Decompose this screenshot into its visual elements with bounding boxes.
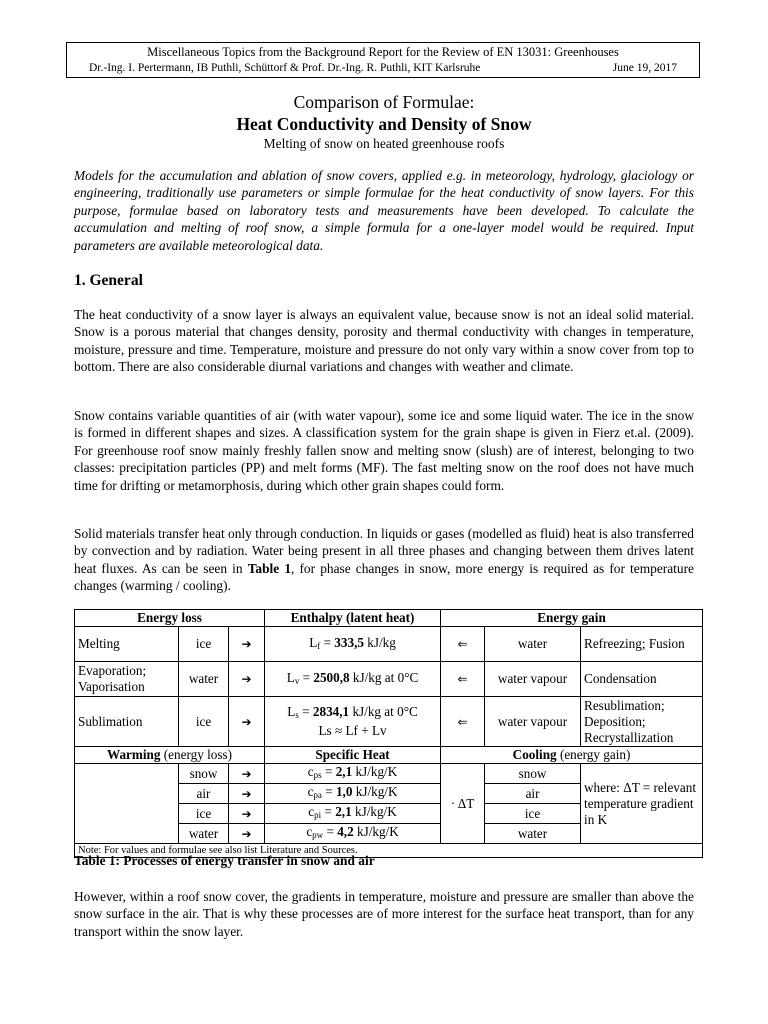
- paragraph-2: Snow contains variable quantities of air (with water vapour), some ice and some liquid water. The ice in the snow is formed in different shapes and sizes. A classification system for the grain shape is given in Fierz et.al. (2009). For greenhouse roof snow mainly freshly fallen snow and melting snow (slush) are of interest, belonging to two classes: precipitation particles (PP) and melt forms (MF). The fast melting snow on the roof does not have much time for drifting or metamorphosis, during which other grain shapes could form.: [74, 408, 694, 493]
- arrow-left-icon: ⇐: [441, 697, 485, 747]
- arrow-right-icon: ➔: [229, 824, 265, 844]
- process-name: Evaporation; Vaporisation: [75, 662, 179, 697]
- arrow-right-icon: ➔: [229, 764, 265, 784]
- arrow-left-icon: ⇐: [441, 627, 485, 662]
- header-enthalpy: Enthalpy (latent heat): [265, 610, 441, 627]
- latent-heat-value: $L_v = 2500,8$ kJ/kg at 0°C: [265, 662, 441, 697]
- header-authors: Dr.-Ing. I. Pertermann, IB Puthli, Schüttorf & Prof. Dr.-Ing. R. Puthli, KIT Karlsruhe: [89, 62, 481, 74]
- sublimation-relation: Ls ≈ Lf + Lv: [318, 723, 387, 738]
- header-energy-loss: Energy loss: [75, 610, 265, 627]
- arrow-right-icon: ➔: [229, 697, 265, 747]
- gain-process: Condensation: [581, 662, 703, 697]
- header-title: Miscellaneous Topics from the Background Report for the Review of EN 13031: Greenhouses: [147, 45, 619, 59]
- paragraph-1: The heat conductivity of a snow layer is always an equivalent value, because snow is not an ideal solid material. Snow is a porous material that changes density, porosity and thermal conductivity with changes in temperature, moisture, pressure and time. Temperature, moisture and pressure do not only vary within a snow cover from top to bottom. There are also considerable diurnal variations and changes with weather and climate.: [74, 307, 694, 375]
- gain-process: Refreezing; Fusion: [581, 627, 703, 662]
- process-name: Sublimation: [75, 697, 179, 747]
- medium: snow: [179, 764, 229, 784]
- title-line-2: Heat Conductivity and Density of Snow: [236, 114, 532, 134]
- medium: water: [485, 824, 581, 844]
- arrow-right-icon: ➔: [229, 662, 265, 697]
- header-warming: Warming (energy loss): [75, 747, 265, 764]
- target-phase: water vapour: [485, 697, 581, 747]
- paragraph-3-text-b: , for phase changes in snow, more energy is required as for temperature changes (warming / cooling).: [74, 560, 694, 594]
- process-name: Melting: [75, 627, 179, 662]
- medium: water: [179, 824, 229, 844]
- subtitle: Melting of snow on heated greenhouse roofs: [263, 136, 505, 151]
- header-energy-gain: Energy gain: [441, 610, 703, 627]
- arrow-right-icon: ➔: [229, 627, 265, 662]
- table-note: Note: For values and formulae see also list Literature and Sources.: [75, 844, 703, 858]
- title-line-1: Comparison of Formulae:: [293, 92, 475, 112]
- paragraph-3: [74, 525, 694, 595]
- specific-heat-value: $c_{pw} = 4,2$ kJ/kg/K: [265, 824, 441, 844]
- where-note: where: ΔT = relevant temperature gradient in K: [581, 764, 703, 844]
- target-phase: water: [485, 627, 581, 662]
- section-heading-general: 1. General: [74, 272, 143, 289]
- table-row: [75, 627, 703, 662]
- source-phase: ice: [179, 697, 229, 747]
- source-phase: ice: [179, 627, 229, 662]
- specific-heat-value: $c_{pi} = 2,1$ kJ/kg/K: [265, 804, 441, 824]
- arrow-left-icon: ⇐: [441, 662, 485, 697]
- abstract: Models for the accumulation and ablation of snow covers, applied e.g. in meteorology, hydrology, glaciology or engineering, traditionally use parameters or simple formulae for the heat conductivity of snow layers. For this purpose, formulae based on laboratory tests and measurements have been developed. To calculate the accumulation and melting of roof snow, a simple formula for a one-layer model would be required. Input parameters are available meteorological data.: [74, 168, 694, 253]
- target-phase: water vapour: [485, 662, 581, 697]
- medium: air: [179, 784, 229, 804]
- table-reference-link: Table 1: [247, 560, 292, 576]
- specific-heat-value: $c_{pa} = 1,0$ kJ/kg/K: [265, 784, 441, 804]
- medium: snow: [485, 764, 581, 784]
- gain-process: Resublimation; Deposition; Recrystallization: [581, 697, 703, 747]
- table-caption: Table 1: Processes of energy transfer in snow and air: [74, 853, 375, 868]
- header-date: June 19, 2017: [612, 62, 677, 74]
- latent-heat-value: $L_f = 333,5$ kJ/kg: [265, 627, 441, 662]
- paragraph-3-text-a: Solid materials transfer heat only through conduction. In liquids or gases (modelled as fluid) heat is also transferred by convection and by radiation. Water being present in all three phases and changing between them drives latent heat fluxes. As can be seen in: [74, 526, 694, 576]
- paragraph-4: However, within a roof snow cover, the gradients in temperature, moisture and pressure are smaller than above the snow surface in the air. That is why these processes are of more interest for the surface heat transport, than for any transport within the snow layer.: [74, 889, 694, 939]
- medium: air: [485, 784, 581, 804]
- header-cooling: Cooling (energy gain): [441, 747, 703, 764]
- source-phase: water: [179, 662, 229, 697]
- latent-heat-value: $L_s = 2834,1$ kJ/kg at 0°C Ls ≈ Lf + Lv: [265, 697, 441, 747]
- table-row: [75, 662, 703, 697]
- table-row: [75, 764, 703, 784]
- running-header: [66, 42, 700, 78]
- arrow-right-icon: ➔: [229, 784, 265, 804]
- specific-heat-value: $c_{ps} = 2,1$ kJ/kg/K: [265, 764, 441, 784]
- medium: ice: [179, 804, 229, 824]
- header-specific-heat: Specific Heat: [265, 747, 441, 764]
- empty-cell: [75, 764, 179, 844]
- delta-t-label: · ΔT: [441, 764, 485, 844]
- medium: ice: [485, 804, 581, 824]
- energy-transfer-table: [74, 609, 703, 858]
- table-row: [75, 697, 703, 747]
- arrow-right-icon: ➔: [229, 804, 265, 824]
